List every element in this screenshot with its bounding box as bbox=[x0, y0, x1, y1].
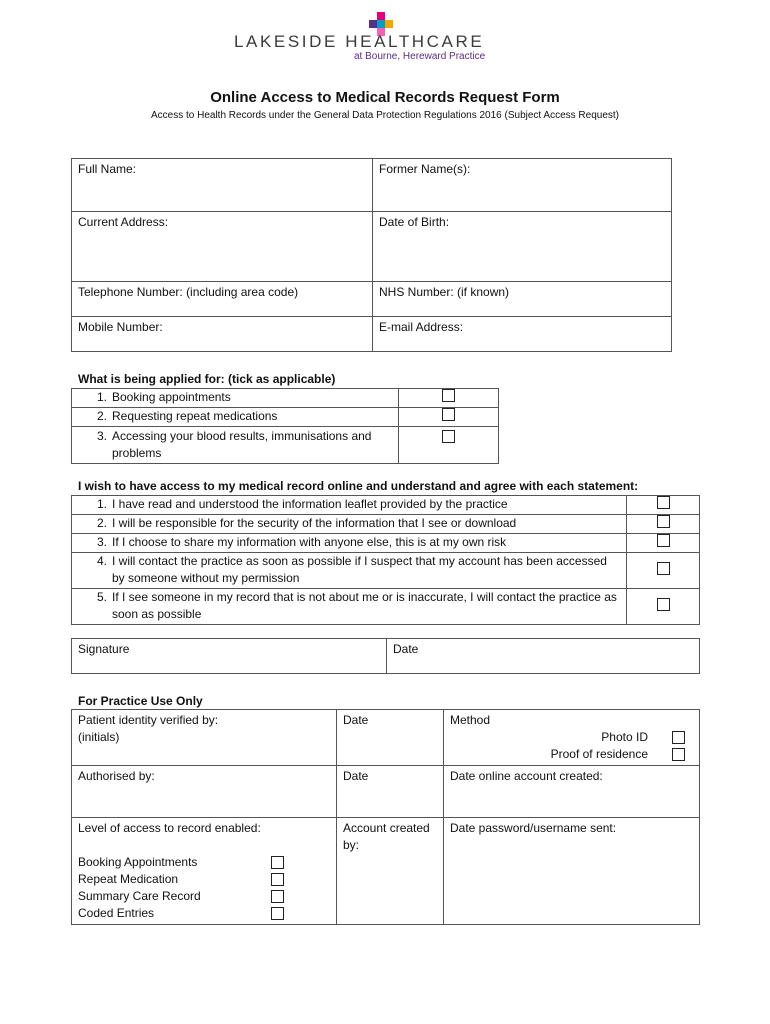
statement-3-label: If I choose to share my information with anyone else, this is at my own risk bbox=[112, 535, 507, 549]
statement-5-checkbox[interactable] bbox=[657, 598, 670, 611]
date2-label: Date bbox=[343, 769, 369, 783]
logo-square-3 bbox=[377, 20, 385, 28]
statements-heading: I wish to have access to my medical record online and understand and agree with each statement: bbox=[78, 479, 639, 493]
proof-residence-label: Proof of residence bbox=[550, 747, 648, 761]
statement-1-checkbox[interactable] bbox=[657, 496, 670, 509]
logo-subtitle: at Bourne, Hereward Practice bbox=[354, 51, 486, 62]
logo-square-4 bbox=[385, 20, 393, 28]
statement-2 bbox=[72, 515, 627, 534]
proof-residence-checkbox[interactable] bbox=[672, 748, 685, 761]
statement-3-checkbox[interactable] bbox=[657, 534, 670, 547]
access-option-4 bbox=[78, 905, 330, 922]
signature-label: Signature bbox=[78, 642, 130, 656]
statement-4-num: 4. bbox=[96, 554, 107, 568]
statement-4-checkbox[interactable] bbox=[657, 562, 670, 575]
email-label: E-mail Address: bbox=[379, 320, 464, 334]
photo-id-checkbox[interactable] bbox=[672, 731, 685, 744]
applied-item-1-cell bbox=[399, 389, 499, 408]
nhs-number-field[interactable] bbox=[373, 282, 672, 317]
statement-4-label: I will contact the practice as soon as possible if I suspect that my account has been accessed by someone without my permission bbox=[112, 554, 607, 585]
statement-2-checkbox[interactable] bbox=[657, 515, 670, 528]
full-name-field[interactable] bbox=[72, 159, 373, 212]
initials-label: (initials) bbox=[78, 730, 120, 744]
identity-verified-label: Patient identity verified by: bbox=[78, 713, 219, 727]
mobile-field[interactable] bbox=[72, 317, 373, 352]
former-names-label: Former Name(s): bbox=[379, 162, 471, 176]
statement-5-num: 5. bbox=[96, 590, 107, 604]
authorised-by-label: Authorised by: bbox=[78, 769, 155, 783]
current-address-field[interactable] bbox=[72, 212, 373, 282]
access-option-2 bbox=[78, 871, 330, 888]
access-option-1-checkbox[interactable] bbox=[271, 856, 284, 869]
practice-use-table bbox=[71, 709, 700, 925]
nhs-number-label: NHS Number: (if known) bbox=[379, 285, 510, 299]
method-field bbox=[444, 710, 700, 766]
applied-item-3 bbox=[72, 427, 399, 464]
access-option-1-label: Booking Appointments bbox=[78, 855, 198, 869]
statement-2-cell bbox=[627, 515, 700, 534]
applied-item-2-checkbox[interactable] bbox=[442, 408, 455, 421]
logo-text: LAKESIDE HEALTHCARE bbox=[234, 32, 485, 51]
statement-5-cell bbox=[627, 589, 700, 625]
access-option-4-label: Coded Entries bbox=[78, 906, 155, 920]
full-name-label: Full Name: bbox=[78, 162, 137, 176]
access-option-3-checkbox[interactable] bbox=[271, 890, 284, 903]
practice-use-heading: For Practice Use Only bbox=[78, 694, 203, 708]
applied-item-1-label: Booking appointments bbox=[112, 390, 231, 404]
applied-item-3-label: Accessing your blood results, immunisations and problems bbox=[112, 429, 372, 460]
signature-date-label: Date bbox=[393, 642, 419, 656]
former-names-field[interactable] bbox=[373, 159, 672, 212]
statement-1 bbox=[72, 496, 627, 515]
applied-item-1-num: 1. bbox=[96, 390, 107, 404]
logo-square-2 bbox=[369, 20, 377, 28]
date1-label: Date bbox=[343, 713, 369, 727]
authorised-by-field[interactable] bbox=[72, 766, 337, 818]
telephone-label: Telephone Number: (including area code) bbox=[78, 285, 299, 299]
method-label: Method bbox=[450, 713, 491, 727]
access-option-2-checkbox[interactable] bbox=[271, 873, 284, 886]
photo-id-label: Photo ID bbox=[601, 730, 648, 744]
page-subtitle: Access to Health Records under the General Data Protection Regulations 2016 (Subject Access Request) bbox=[150, 110, 620, 121]
applied-item-2-cell bbox=[399, 408, 499, 427]
access-level-field bbox=[72, 818, 337, 925]
logo-square-1 bbox=[377, 12, 385, 20]
dob-field[interactable] bbox=[373, 212, 672, 282]
identity-verified-field[interactable] bbox=[72, 710, 337, 766]
statement-5-label: If I see someone in my record that is not about me or is inaccurate, I will contact the practice as soon as possible bbox=[112, 590, 617, 621]
account-created-by-label: Account created by: bbox=[343, 821, 430, 852]
personal-details-table bbox=[71, 158, 672, 352]
applied-item-3-cell bbox=[399, 427, 499, 464]
statement-4-cell bbox=[627, 553, 700, 589]
access-option-2-label: Repeat Medication bbox=[78, 872, 179, 886]
signature-table bbox=[71, 638, 700, 674]
password-sent-label: Date password/username sent: bbox=[450, 821, 617, 835]
date2-field[interactable] bbox=[337, 766, 444, 818]
statement-1-label: I have read and understood the information leaflet provided by the practice bbox=[112, 497, 508, 511]
applied-for-heading: What is being applied for: (tick as applicable) bbox=[78, 372, 336, 386]
statement-4 bbox=[72, 553, 627, 589]
statement-3-cell bbox=[627, 534, 700, 553]
applied-item-1 bbox=[72, 389, 399, 408]
applied-item-2-label: Requesting repeat medications bbox=[112, 409, 278, 423]
page-title: Online Access to Medical Records Request Form bbox=[210, 89, 560, 106]
statement-5 bbox=[72, 589, 627, 625]
signature-field[interactable] bbox=[72, 639, 387, 674]
statement-1-num: 1. bbox=[96, 497, 107, 511]
statement-2-label: I will be responsible for the security of the information that I see or download bbox=[112, 516, 517, 530]
access-option-3 bbox=[78, 888, 330, 905]
applied-item-2-num: 2. bbox=[96, 409, 107, 423]
current-address-label: Current Address: bbox=[78, 215, 169, 229]
statement-2-num: 2. bbox=[96, 516, 107, 530]
account-created-by-field[interactable] bbox=[337, 818, 444, 925]
mobile-label: Mobile Number: bbox=[78, 320, 163, 334]
access-option-1 bbox=[78, 854, 330, 871]
applied-item-3-checkbox[interactable] bbox=[442, 430, 455, 443]
applied-item-1-checkbox[interactable] bbox=[442, 389, 455, 402]
statement-1-cell bbox=[627, 496, 700, 515]
access-option-4-checkbox[interactable] bbox=[271, 907, 284, 920]
statements-table bbox=[71, 495, 700, 625]
access-option-3-label: Summary Care Record bbox=[78, 889, 201, 903]
telephone-field[interactable] bbox=[72, 282, 373, 317]
date1-field[interactable] bbox=[337, 710, 444, 766]
signature-date-field[interactable] bbox=[387, 639, 700, 674]
access-level-label: Level of access to record enabled: bbox=[78, 821, 261, 835]
account-created-date-field[interactable] bbox=[444, 766, 700, 818]
applied-item-3-num: 3. bbox=[96, 429, 107, 443]
statement-3 bbox=[72, 534, 627, 553]
dob-label: Date of Birth: bbox=[379, 215, 450, 229]
password-sent-field[interactable] bbox=[444, 818, 700, 925]
account-created-date-label: Date online account created: bbox=[450, 769, 603, 783]
applied-for-table bbox=[71, 388, 499, 464]
email-field[interactable] bbox=[373, 317, 672, 352]
statement-3-num: 3. bbox=[96, 535, 107, 549]
applied-item-2 bbox=[72, 408, 399, 427]
